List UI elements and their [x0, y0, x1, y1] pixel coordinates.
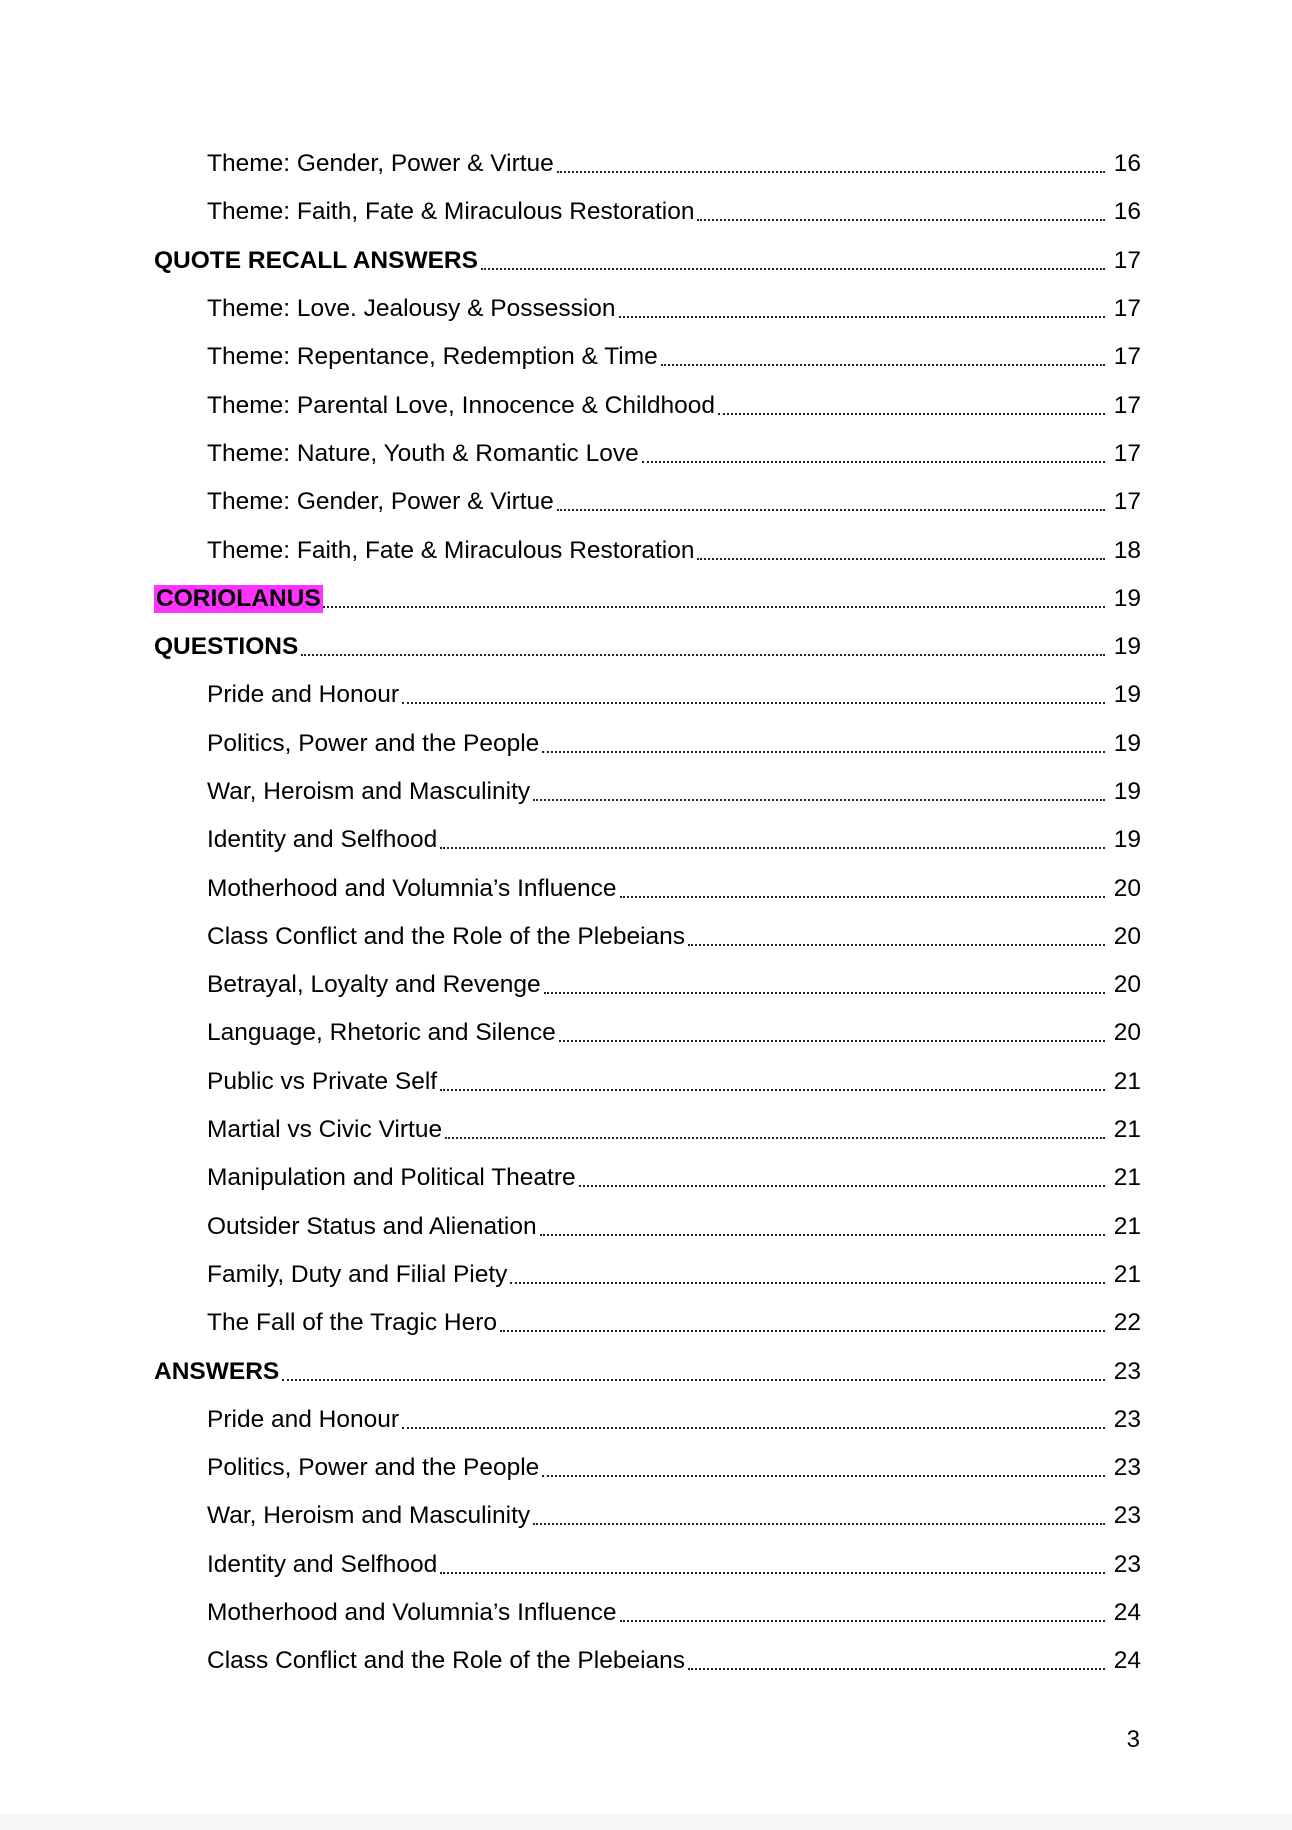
toc-entry[interactable] [0, 575, 1292, 623]
dot-leader [301, 630, 1105, 656]
toc-entry[interactable] [0, 430, 1292, 478]
page-number: 3 [1126, 1726, 1140, 1753]
dot-leader [544, 968, 1105, 994]
toc-page-number: 17 [1113, 246, 1141, 274]
toc-section-title: CORIOLANUS [156, 584, 321, 612]
toc-page-number: 23 [1113, 1550, 1141, 1578]
dot-leader [533, 775, 1105, 801]
toc-page-number: 22 [1113, 1309, 1141, 1337]
toc-subheading: Manipulation and Political Theatre [207, 1164, 579, 1192]
toc-page-number: 16 [1113, 198, 1141, 226]
toc-page-number: 20 [1113, 922, 1141, 950]
toc-page-number: 23 [1113, 1405, 1141, 1433]
toc-subheading: War, Heroism and Masculinity [207, 1502, 533, 1530]
toc-subheading: Theme: Faith, Fate & Miraculous Restoration [207, 537, 697, 565]
toc-entry[interactable] [0, 864, 1292, 912]
toc-page-number: 21 [1113, 1116, 1141, 1144]
toc-entry[interactable] [0, 1541, 1292, 1589]
toc-subheading: Identity and Selfhood [207, 826, 440, 854]
dot-leader [620, 872, 1105, 898]
dot-leader [500, 1306, 1105, 1332]
toc-subheading: Theme: Love. Jealousy & Possession [207, 295, 619, 323]
toc-page-number: 20 [1113, 1019, 1141, 1047]
dot-leader [510, 1258, 1105, 1284]
toc-page-number: 19 [1113, 584, 1141, 612]
dot-leader [557, 147, 1105, 173]
toc-entry[interactable] [0, 381, 1292, 429]
toc-page-number: 17 [1113, 295, 1141, 323]
toc-subheading: Theme: Gender, Power & Virtue [207, 488, 557, 516]
toc-page-number: 19 [1113, 729, 1141, 757]
toc-page-number: 24 [1113, 1647, 1141, 1675]
toc-subheading: Martial vs Civic Virtue [207, 1116, 445, 1144]
dot-leader [620, 1596, 1105, 1622]
table-of-contents [0, 140, 1292, 1686]
dot-leader [440, 1065, 1105, 1091]
toc-entry[interactable] [0, 1203, 1292, 1251]
toc-subheading: Theme: Faith, Fate & Miraculous Restoration [207, 198, 697, 226]
toc-entry[interactable] [0, 1492, 1292, 1540]
dot-leader [579, 1161, 1105, 1187]
toc-subheading: Motherhood and Volumnia’s Influence [207, 875, 620, 903]
toc-subheading: Motherhood and Volumnia’s Influence [207, 1599, 620, 1627]
dot-leader [540, 1210, 1105, 1236]
toc-subheading: The Fall of the Tragic Hero [207, 1309, 500, 1337]
toc-entry[interactable] [0, 478, 1292, 526]
toc-subheading: Theme: Repentance, Redemption & Time [207, 343, 661, 371]
dot-leader [697, 534, 1105, 560]
toc-page-number: 19 [1113, 826, 1141, 854]
dot-leader [445, 1113, 1105, 1139]
toc-entry[interactable] [0, 1589, 1292, 1637]
dot-leader [402, 1403, 1105, 1429]
dot-leader [688, 1644, 1105, 1670]
dot-leader [402, 678, 1105, 704]
toc-heading: QUESTIONS [154, 633, 301, 661]
toc-heading: ANSWERS [154, 1358, 282, 1386]
toc-page-number: 23 [1113, 1357, 1141, 1385]
toc-entry[interactable] [0, 913, 1292, 961]
toc-subheading: Betrayal, Loyalty and Revenge [207, 971, 544, 999]
toc-page-number: 21 [1113, 1212, 1141, 1240]
toc-entry[interactable] [0, 961, 1292, 1009]
toc-entry[interactable] [0, 333, 1292, 381]
toc-page-number: 23 [1113, 1454, 1141, 1482]
dot-leader [688, 920, 1105, 946]
toc-subheading: Theme: Nature, Youth & Romantic Love [207, 440, 642, 468]
toc-page-number: 23 [1113, 1502, 1141, 1530]
toc-subheading: Pride and Honour [207, 681, 402, 709]
toc-entry[interactable] [0, 1347, 1292, 1395]
dot-leader [697, 195, 1105, 221]
dot-leader [718, 389, 1105, 415]
toc-entry[interactable] [0, 1154, 1292, 1202]
toc-subheading: Outsider Status and Alienation [207, 1213, 540, 1241]
toc-subheading: Theme: Parental Love, Innocence & Childhood [207, 392, 718, 420]
toc-subheading: Pride and Honour [207, 1406, 402, 1434]
toc-entry[interactable] [0, 526, 1292, 574]
dot-leader [642, 437, 1105, 463]
toc-subheading: Theme: Gender, Power & Virtue [207, 150, 557, 178]
toc-subheading: Identity and Selfhood [207, 1551, 440, 1579]
toc-page-number: 19 [1113, 633, 1141, 661]
dot-leader [440, 1548, 1105, 1574]
toc-entry[interactable] [0, 188, 1292, 236]
dot-leader [661, 340, 1105, 366]
toc-page-number: 24 [1113, 1599, 1141, 1627]
toc-page-number: 17 [1113, 439, 1141, 467]
toc-entry[interactable] [0, 720, 1292, 768]
toc-page-number: 17 [1113, 391, 1141, 419]
toc-entry[interactable] [0, 237, 1292, 285]
toc-subheading: Family, Duty and Filial Piety [207, 1261, 510, 1289]
toc-page-number: 20 [1113, 874, 1141, 902]
toc-subheading: Language, Rhetoric and Silence [207, 1019, 559, 1047]
dot-leader [542, 1451, 1105, 1477]
dot-leader [542, 727, 1105, 753]
toc-page-number: 17 [1113, 343, 1141, 371]
toc-entry[interactable] [0, 1444, 1292, 1492]
toc-entry[interactable] [0, 140, 1292, 188]
toc-subheading: War, Heroism and Masculinity [207, 778, 533, 806]
toc-page-number: 21 [1113, 1260, 1141, 1288]
toc-entry[interactable] [0, 1251, 1292, 1299]
toc-entry[interactable] [0, 1396, 1292, 1444]
dot-leader [481, 244, 1105, 270]
dot-leader [323, 582, 1105, 608]
toc-entry[interactable] [0, 285, 1292, 333]
toc-page-number: 20 [1113, 971, 1141, 999]
toc-heading: QUOTE RECALL ANSWERS [154, 247, 481, 275]
toc-entry[interactable] [0, 623, 1292, 671]
toc-subheading: Politics, Power and the People [207, 1454, 542, 1482]
toc-subheading: Class Conflict and the Role of the Plebeians [207, 923, 688, 951]
toc-page-number: 21 [1113, 1164, 1141, 1192]
toc-entry[interactable] [0, 768, 1292, 816]
toc-entry[interactable] [0, 1637, 1292, 1685]
toc-subheading: Public vs Private Self [207, 1068, 440, 1096]
dot-leader [282, 1355, 1105, 1381]
toc-page-number: 21 [1113, 1067, 1141, 1095]
toc-subheading: Class Conflict and the Role of the Plebeians [207, 1647, 688, 1675]
dot-leader [559, 1016, 1105, 1042]
toc-page-number: 19 [1113, 681, 1141, 709]
toc-entry[interactable] [0, 1009, 1292, 1057]
toc-entry[interactable] [0, 1299, 1292, 1347]
toc-subheading: Politics, Power and the People [207, 730, 542, 758]
toc-entry[interactable] [0, 1106, 1292, 1154]
toc-page-number: 16 [1113, 150, 1141, 178]
toc-page-number: 17 [1113, 488, 1141, 516]
toc-entry[interactable] [0, 1058, 1292, 1106]
toc-page-number: 18 [1113, 536, 1141, 564]
toc-entry[interactable] [0, 671, 1292, 719]
toc-page-number: 19 [1113, 778, 1141, 805]
dot-leader [440, 823, 1105, 849]
dot-leader [557, 485, 1105, 511]
dot-leader [533, 1499, 1105, 1525]
toc-entry[interactable] [0, 816, 1292, 864]
dot-leader [619, 292, 1105, 318]
